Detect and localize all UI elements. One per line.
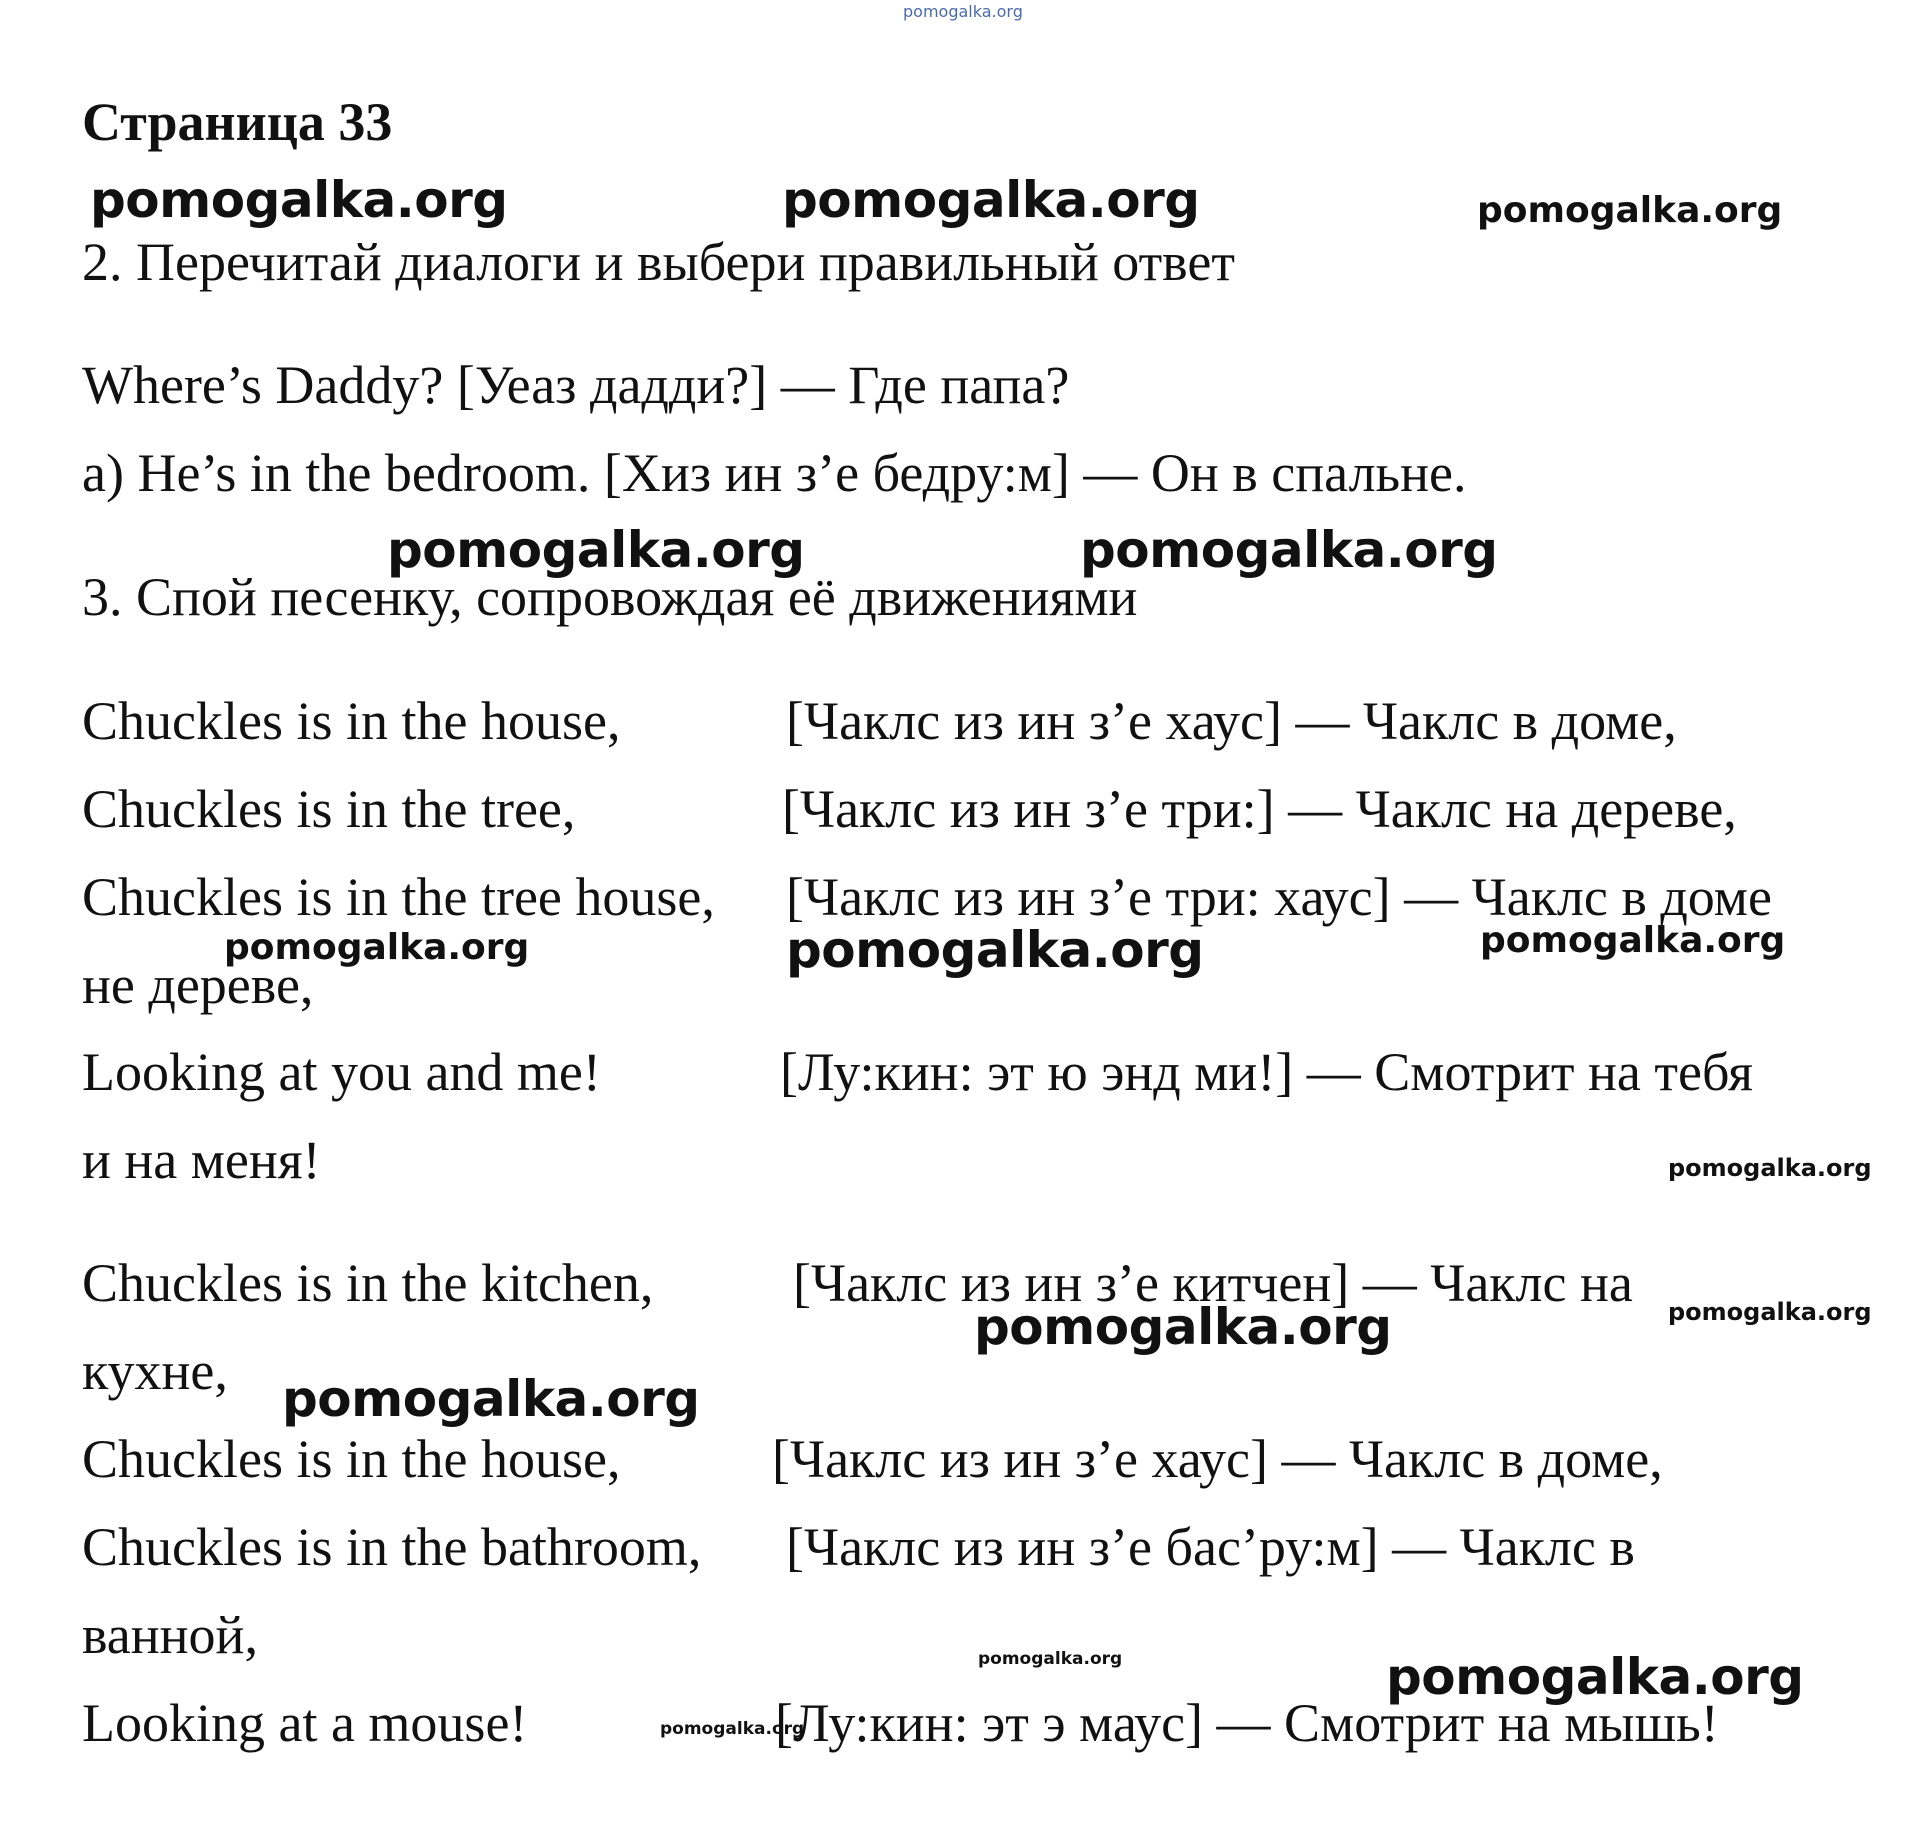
song-line-continuation: не дереве,: [82, 955, 314, 1015]
watermark: pomogalka.org: [282, 1370, 700, 1428]
task3-heading: 3. Спой песенку, сопровождая её движениями: [82, 567, 1138, 627]
watermark: pomogalka.org: [978, 1649, 1123, 1669]
song-line-en: Chuckles is in the house,: [82, 1429, 621, 1489]
song-line-en: Chuckles is in the kitchen,: [82, 1253, 654, 1313]
watermark: pomogalka.org: [1668, 1154, 1872, 1182]
watermark: pomogalka.org: [387, 521, 805, 579]
watermark: pomogalka.org: [1480, 920, 1786, 961]
watermark: pomogalka.org: [1668, 1298, 1872, 1326]
song-line-ru: [Чаклс из ин з’е китчен] — Чаклс на: [793, 1253, 1633, 1313]
watermark: pomogalka.org: [660, 1719, 805, 1739]
watermark: pomogalka.org: [1080, 521, 1498, 579]
task2-answer: a) He’s in the bedroom. [Хиз ин з’е бедру:м] — Он в спальне.: [82, 443, 1467, 503]
song-line-ru: [Чаклс из ин з’е бас’ру:м] — Чаклс в: [786, 1517, 1635, 1577]
task2-heading: 2. Перечитай диалоги и выбери правильный ответ: [82, 232, 1235, 292]
song-line-en: Looking at you and me!: [82, 1042, 601, 1102]
song-line-ru: [Чаклс из ин з’е хаус] — Чаклс в доме,: [786, 691, 1677, 751]
song-line-continuation: и на меня!: [82, 1130, 321, 1190]
watermark-top: pomogalka.org: [903, 2, 1023, 21]
song-line-en: Chuckles is in the house,: [82, 691, 621, 751]
song-line-en: Chuckles is in the tree house,: [82, 867, 715, 927]
task2-question: Where’s Daddy? [Уеаз дадди?] — Где папа?: [82, 355, 1070, 415]
watermark: pomogalka.org: [90, 171, 508, 229]
watermark: pomogalka.org: [1386, 1648, 1804, 1706]
song-line-continuation: кухне,: [82, 1341, 228, 1401]
page-title: Страница 33: [82, 92, 393, 152]
song-line-ru: [Чаклс из ин з’е три: хаус] — Чаклс в доме: [786, 867, 1772, 927]
watermark: pomogalka.org: [782, 171, 1200, 229]
song-line-continuation: ванной,: [82, 1605, 258, 1665]
song-line-ru: [Чаклс из ин з’е три:] — Чаклс на дереве,: [782, 779, 1737, 839]
watermark: pomogalka.org: [1477, 190, 1783, 231]
song-line-ru: [Лу:кин: эт ю энд ми!] — Смотрит на тебя: [780, 1042, 1753, 1102]
watermark: pomogalka.org: [224, 927, 530, 968]
song-line-ru: [Лу:кин: эт э маус] — Смотрит на мышь!: [775, 1693, 1719, 1753]
song-line-en: Looking at a mouse!: [82, 1693, 528, 1753]
song-line-ru: [Чаклс из ин з’е хаус] — Чаклс в доме,: [772, 1429, 1663, 1489]
watermark: pomogalka.org: [786, 921, 1204, 979]
song-line-en: Chuckles is in the bathroom,: [82, 1517, 702, 1577]
watermark: pomogalka.org: [974, 1298, 1392, 1356]
song-line-en: Chuckles is in the tree,: [82, 779, 576, 839]
